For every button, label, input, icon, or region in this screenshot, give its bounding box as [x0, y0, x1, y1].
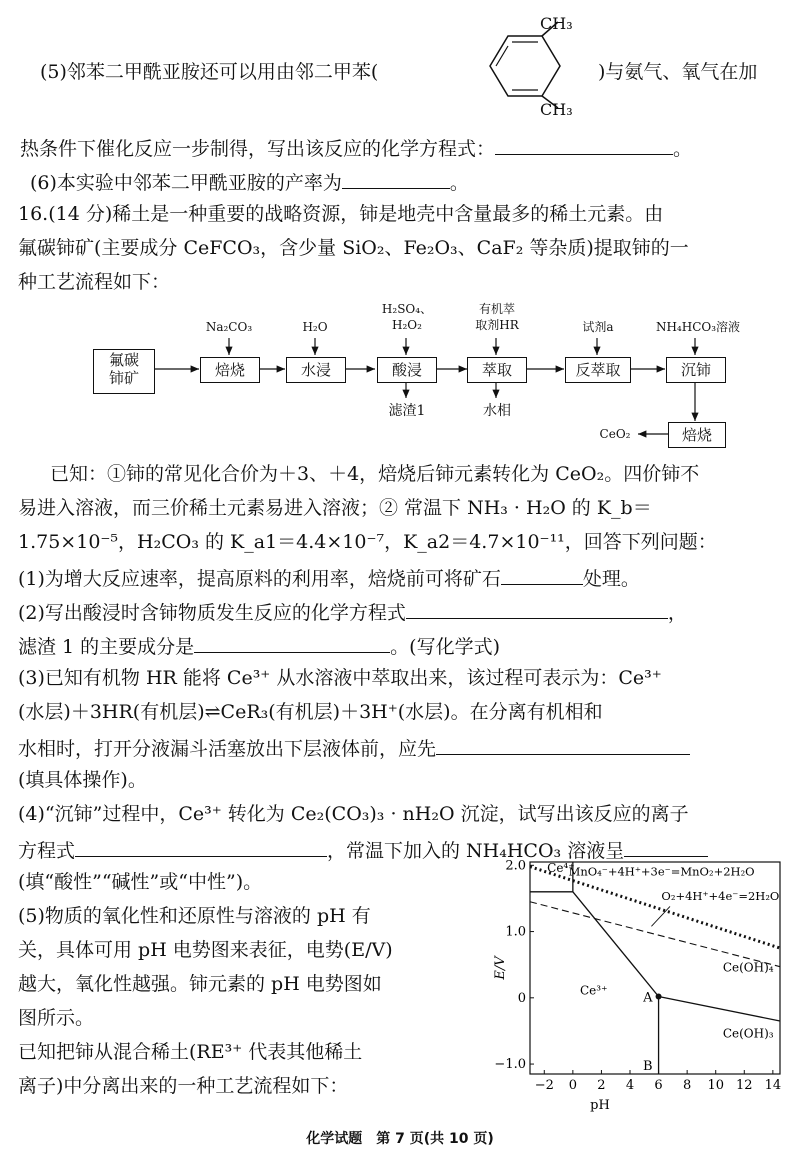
sub-question-2b: [18, 632, 500, 659]
flow-box-acid-leach: [377, 357, 437, 383]
sub-question-3a: (3)已知有机物 HR 能将 Ce³⁺ 从水溶液中萃取出来，该过程可表示为：Ce³⁺: [18, 667, 662, 689]
answer-blank[interactable]: [75, 836, 327, 857]
known-line-3: 1.75×10⁻⁵，H₂CO₃ 的 K_a1＝4.4×10⁻⁷，K_a2＝4.7×10⁻¹¹，回答下列问题：: [18, 531, 717, 553]
flow-box-ore: [93, 349, 155, 394]
reagent-nh4hco3: NH₄HCO₃溶液: [655, 320, 741, 334]
flow-back-extract-label: 反萃取: [575, 361, 621, 379]
q16-l3: 种工艺流程如下：: [18, 271, 171, 293]
q15-line-6: (6)本实验中邻苯二甲酰亚胺的产率为 。: [30, 168, 469, 195]
s1-end: 处理。: [582, 568, 640, 590]
sub-question-5d: 图所示。: [18, 1007, 95, 1029]
q15-p6: (6)本实验中邻苯二甲酰亚胺的产率为: [30, 172, 342, 194]
answer-blank[interactable]: [194, 632, 390, 653]
region-label: Ce⁴⁺: [547, 860, 575, 875]
y-tick-label: −1.0: [494, 1057, 526, 1073]
flow-extract-label: 萃取: [481, 361, 512, 379]
region-label: Ce³⁺: [580, 983, 608, 998]
point-marker: [656, 993, 662, 999]
y-tick-label: 2.0: [505, 858, 526, 874]
y-tick-label: 1.0: [505, 924, 526, 940]
series-line: [530, 902, 780, 967]
sub-question-4a: (4)“沉铈”过程中，Ce³⁺ 转化为 Ce₂(CO₃)₃ · nH₂O 沉淀，试写出该反应的离子: [18, 803, 689, 825]
annotation-o2: O₂+4H⁺+4e⁻=2H₂O: [661, 888, 780, 903]
x-tick-label: 4: [625, 1078, 635, 1093]
s4b-mid: ，常温下加入的 NH₄HCO₃ 溶液呈: [327, 840, 625, 862]
answer-blank[interactable]: [436, 734, 690, 755]
series-line: [530, 867, 780, 948]
known-line-2: 易进入溶液，而三价稀土元素易进入溶液；② 常温下 NH₃ · H₂O 的 K_b＝: [18, 497, 652, 519]
point-label: A: [643, 990, 653, 1006]
region-label: Ce(OH)₄: [722, 960, 774, 975]
ph-potential-chart: [490, 852, 790, 1122]
flow-box-back-extract: [565, 357, 631, 383]
s1-text: (1)为增大反应速率，提高原料的利用率，焙烧前可将矿石: [18, 568, 501, 590]
flow-ore-label: 氟碳 铈矿: [108, 351, 139, 387]
flow-box-roast2: [668, 422, 726, 448]
reagent-h2so4: H₂SO₄、: [381, 302, 433, 316]
x-tick-label: 12: [736, 1078, 753, 1093]
y-axis-label: E/V: [493, 956, 508, 980]
reagent-hr-line1: 有机萃: [478, 302, 515, 316]
x-axis-label: pH: [590, 1098, 610, 1113]
y-tick-label: 0: [517, 990, 526, 1006]
x-tick-label: 10: [707, 1078, 724, 1093]
reagent-h2o: H₂O: [302, 320, 328, 334]
q15-line-5c: 热条件下催化反应一步制得，写出该反应的化学方程式： 。: [20, 134, 692, 161]
annotation-mno4: MnO₄⁻+4H⁺+3e⁻=MnO₂+2H₂O: [568, 864, 755, 879]
ch3-bottom-label: CH₃: [540, 100, 573, 119]
s2-end: ，: [667, 602, 687, 624]
annotation-pointer: [651, 906, 670, 926]
s2b-end: 。(写化学式): [390, 636, 500, 658]
x-tick-label: 8: [683, 1078, 692, 1093]
x-tick-label: −2: [534, 1078, 554, 1093]
q15-p5-c: 热条件下催化反应一步制得，写出该反应的化学方程式：: [20, 138, 496, 160]
q16-l2: 氟碳铈矿(主要成分 CeFCO₃，含少量 SiO₂、Fe₂O₃、CaF₂ 等杂质)提取铈的一: [18, 237, 689, 259]
flow-box-precip: [666, 357, 726, 383]
x-tick-label: 6: [654, 1078, 663, 1093]
answer-blank[interactable]: [406, 598, 668, 619]
known-line-1: 已知：①铈的常见化合价为＋3、＋4，焙烧后铈元素转化为 CeO₂。四价铈不: [50, 463, 700, 485]
sub-question-5b: 关，具体可用 pH 电势图来表征，电势(E/V): [18, 939, 393, 961]
reagent-h2o2: H₂O₂: [392, 318, 422, 332]
flow-roast-label: 焙烧: [214, 361, 245, 379]
q16-l1: 16.(14 分)稀土是一种重要的战略资源，铈是地壳中含量最多的稀土元素。由: [18, 203, 664, 225]
sub-question-5a: (5)物质的氧化性和还原性与溶液的 pH 有: [18, 905, 371, 927]
x-tick-label: 0: [568, 1078, 577, 1093]
sub-question-5e: 已知把铈从混合稀土(RE³⁺ 代表其他稀土: [18, 1041, 363, 1063]
reagent-a: 试剂a: [582, 320, 614, 334]
answer-blank[interactable]: [501, 564, 583, 585]
s3c-text: 水相时，打开分液漏斗活塞放出下层液体前，应先: [18, 738, 437, 760]
series-line: [573, 892, 659, 997]
sub-question-5f: 离子)中分离出来的一种工艺流程如下：: [18, 1075, 349, 1097]
output-residue: 滤渣1: [388, 403, 426, 419]
page-footer: 化学试题 第 7 页(共 10 页): [306, 1131, 494, 1147]
flow-precip-label: 沉铈: [680, 361, 711, 379]
ch3-top-label: CH₃: [540, 14, 573, 33]
sub-question-3b: (水层)＋3HR(有机层)⇌CeR₃(有机层)＋3H⁺(水层)。在分离有机相和: [18, 701, 603, 723]
flow-box-extract: [467, 357, 527, 383]
output-water-phase: 水相: [483, 403, 511, 419]
sub-question-5c: 越大，氧化性越强。铈元素的 pH 电势图如: [18, 973, 382, 995]
reagent-hr-line2: 取剂HR: [475, 318, 519, 332]
flow-box-water-leach: [286, 357, 346, 383]
reagent-na2co3: Na₂CO₃: [205, 320, 253, 334]
s2-text: (2)写出酸浸时含铈物质发生反应的化学方程式: [18, 602, 406, 624]
output-ceo2: CeO₂: [599, 427, 631, 441]
region-label: Ce(OH)₃: [722, 1026, 774, 1041]
sub-question-4c: (填“酸性”“碱性”或“中性”)。: [18, 871, 263, 893]
q15-p5-a: (5)邻苯二甲酰亚胺还可以用由邻二甲苯(: [40, 61, 379, 83]
x-tick-label: 14: [764, 1078, 782, 1093]
sub-question-1: [18, 564, 640, 591]
sub-question-3c: [18, 734, 690, 761]
s4b-text: 方程式: [18, 840, 76, 862]
sub-question-2: [18, 598, 687, 625]
flow-box-roast: [200, 357, 260, 383]
x-tick-label: 2: [597, 1078, 606, 1093]
point-label: B: [643, 1059, 653, 1074]
sub-question-3d: (填具体操作)。: [18, 769, 147, 791]
q15-p5-b: )与氨气、氧气在加: [598, 61, 758, 83]
flow-water-leach-label: 水浸: [300, 361, 331, 379]
flow-roast2-label: 焙烧: [681, 426, 712, 444]
flow-acid-leach-label: 酸浸: [391, 361, 422, 379]
series-line: [659, 996, 780, 1021]
s2b-text: 滤渣 1 的主要成分是: [18, 636, 195, 658]
